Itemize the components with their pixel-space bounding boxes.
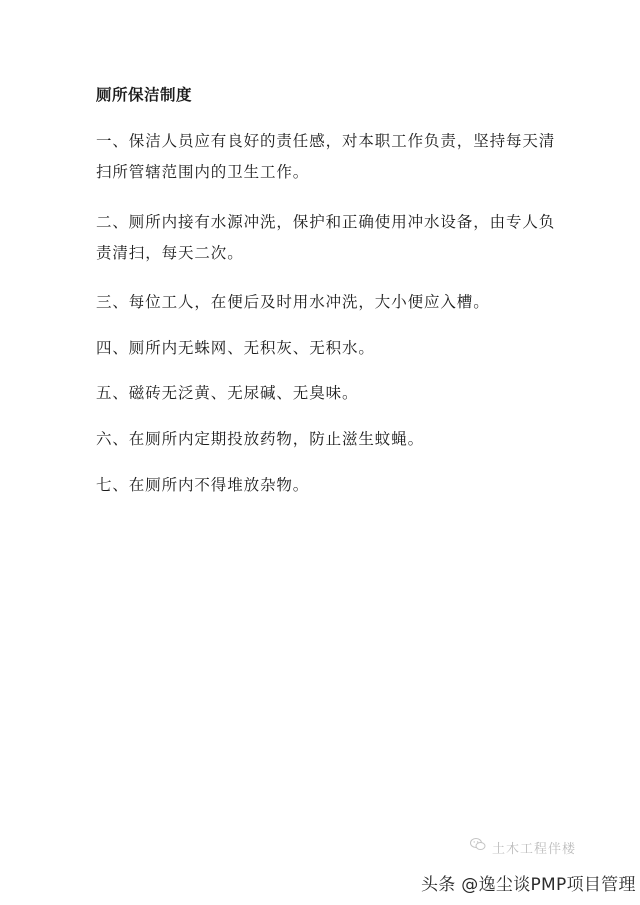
- paragraph-1: 一、保洁人员应有良好的责任感，对本职工作负责，坚持每天清扫所管辖范围内的卫生工作。: [96, 132, 556, 181]
- paragraph-5: 五、磁砖无泛黄、无尿碱、无臭味。: [96, 384, 359, 402]
- paragraph-3: 三、每位工人，在便后及时用水冲洗，大小便应入槽。: [96, 293, 490, 311]
- wechat-icon: [470, 836, 486, 850]
- paragraph-7: 七、在厕所内不得堆放杂物。: [96, 476, 310, 494]
- paragraph-4: 四、厕所内无蛛网、无积灰、无积水。: [96, 339, 375, 357]
- secondary-watermark: 土木工程伴楼: [492, 842, 577, 857]
- paragraph-2: 二、厕所内接有水源冲洗，保护和正确使用冲水设备，由专人负责清扫，每天二次。: [96, 213, 556, 262]
- source-watermark: 头条 @逸尘谈PMP项目管理: [421, 875, 636, 895]
- document-title: 厕所保洁制度: [96, 85, 193, 104]
- paragraph-6: 六、在厕所内定期投放药物，防止滋生蚊蝇。: [96, 430, 425, 448]
